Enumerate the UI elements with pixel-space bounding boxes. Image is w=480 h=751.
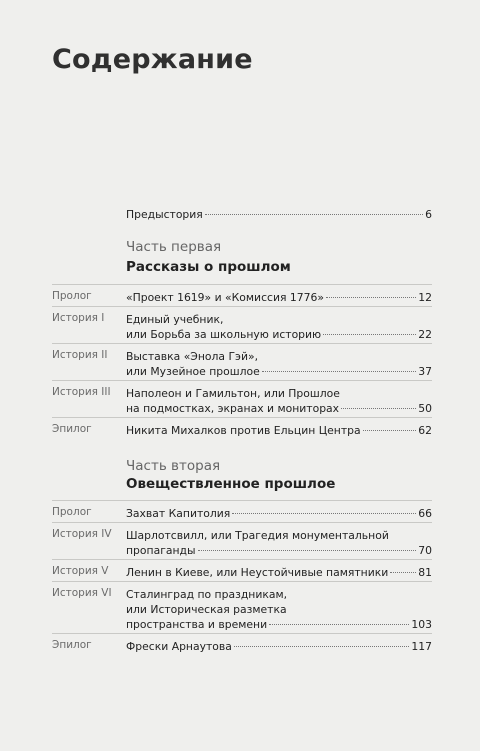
entry-title-line: Ленин в Киеве, или Неустойчивые памятники	[126, 566, 389, 579]
divider	[52, 284, 432, 285]
entry-label: Пролог	[52, 290, 92, 302]
entry-label: Эпилог	[52, 639, 92, 651]
entry-title-line: или Музейное прошлое	[126, 365, 260, 378]
leader-dots	[323, 334, 416, 335]
page-title: Содержание	[52, 44, 253, 75]
leader-dots	[234, 646, 410, 647]
part-title: Рассказы о прошлом	[126, 259, 291, 275]
entry-label: История III	[52, 386, 111, 398]
leader-dots	[198, 550, 417, 551]
entry-title-line: Выставка «Энола Гэй»,	[126, 350, 259, 363]
entry-title-line: или Борьба за школьную историю	[126, 328, 322, 341]
part-label: Часть вторая	[126, 458, 221, 474]
entry-page: 22	[418, 328, 432, 341]
entry-label: Эпилог	[52, 423, 92, 435]
entry-page: 70	[418, 544, 432, 557]
leader-dots	[326, 297, 416, 298]
entry-page: 117	[411, 640, 432, 653]
leader-dots	[205, 214, 423, 215]
entry-page: 12	[418, 291, 432, 304]
entry-title-line: Единый учебник,	[126, 313, 224, 326]
divider	[52, 522, 432, 523]
entry-page: 66	[418, 507, 432, 520]
entry-label: История IV	[52, 528, 112, 540]
entry-label: Пролог	[52, 506, 92, 518]
entry-title-line: Никита Михалков против Ельцин Центра	[126, 424, 361, 437]
divider	[52, 417, 432, 418]
leader-dots	[363, 430, 417, 431]
divider	[52, 380, 432, 381]
entry-label: История II	[52, 349, 108, 361]
leader-dots	[390, 572, 416, 573]
leader-dots	[269, 624, 409, 625]
entry-label: История V	[52, 565, 109, 577]
entry-page: 103	[411, 618, 432, 631]
leader-dots	[232, 513, 416, 514]
leader-dots	[341, 408, 416, 409]
entry-title-line: пространства и времени	[126, 618, 268, 631]
entry-title-line: Фрески Арнаутова	[126, 640, 232, 653]
entry-page: 62	[418, 424, 432, 437]
entry-page: 37	[418, 365, 432, 378]
leader-dots	[262, 371, 416, 372]
entry-title-line: на подмостках, экранах и мониторах	[126, 402, 340, 415]
entry-title-line: Шарлотсвилл, или Трагедия монументальной	[126, 529, 389, 542]
entry-label: История VI	[52, 587, 112, 599]
divider	[52, 306, 432, 307]
entry-title-line: «Проект 1619» и «Комиссия 1776»	[126, 291, 324, 304]
divider	[52, 581, 432, 582]
divider	[52, 559, 432, 560]
entry-page: 6	[425, 208, 432, 221]
entry-title-line: пропаганды	[126, 544, 196, 557]
part-label: Часть первая	[126, 239, 222, 255]
entry-title: Предыстория	[126, 208, 203, 221]
divider	[52, 633, 432, 634]
divider	[52, 343, 432, 344]
part-title: Овеществленное прошлое	[126, 476, 336, 492]
entry-title-line: Захват Капитолия	[126, 507, 231, 520]
divider	[52, 500, 432, 501]
entry-title-line: Наполеон и Гамильтон, или Прошлое	[126, 387, 340, 400]
entry-title-line: или Историческая разметка	[126, 603, 287, 616]
entry-page: 81	[418, 566, 432, 579]
entry-label: История I	[52, 312, 105, 324]
entry-title-line: Сталинград по праздникам,	[126, 588, 288, 601]
entry-page: 50	[418, 402, 432, 415]
